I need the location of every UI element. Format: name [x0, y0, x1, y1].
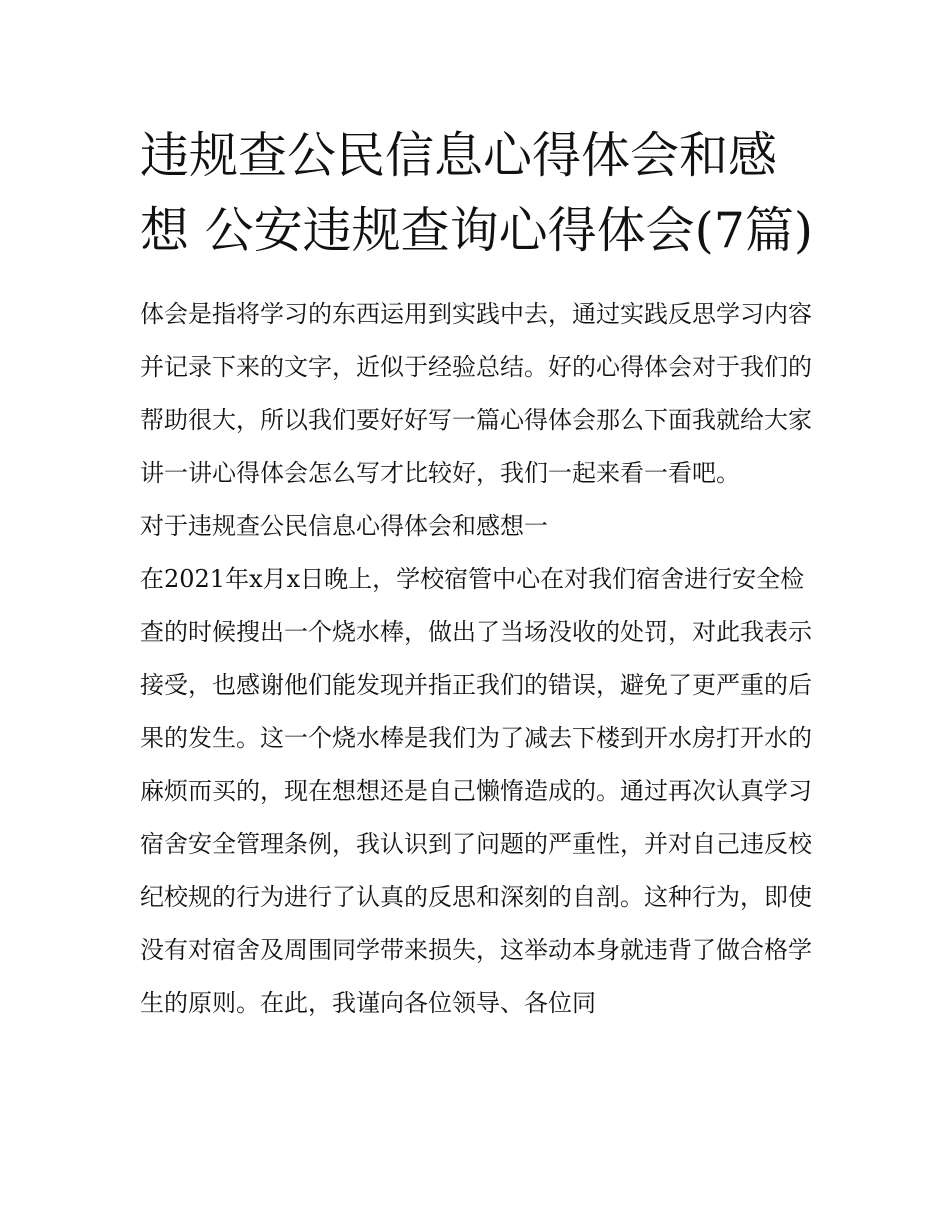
document-body — [140, 118, 820, 1030]
section-heading: 对于违规查公民信息心得体会和感想一 — [140, 512, 548, 540]
intro-paragraph: 体会是指将学习的东西运用到实践中去，通过实践反思学习内容并记录下来的文字，近似于经验总结。好的心得体会对于我们的帮助很大，所以我们要好好写一篇心得体会那么下面我就给大家讲一讲心得体会怎么写才比较好，我们一起来看一看吧。 — [140, 300, 812, 487]
document-title: 违规查公民信息心得体会和感想 公安违规查询心得体会(7篇) — [140, 127, 813, 259]
body-paragraph: 在2021年x月x日晚上，学校宿管中心在对我们宿舍进行安全检查的时候搜出一个烧水棒，做出了当场没收的处罚，对此我表示接受，也感谢他们能发现并指正我们的错误，避免了更严重的后果的发生。这一个烧水棒是我们为了减去下楼到开水房打开水的麻烦而买的，现在想想还是自己懒惰造成的。通过再次认真学习宿舍安全管理条例，我认识到了问题的严重性，并对自己违反校纪校规的行为进行了认真的反思和深刻的自剖。这种行为，即使没有对宿舍及周围同学带来损失，这举动本身就违背了做合格学生的原则。在此，我谨向各位领导、各位同 — [140, 565, 812, 1017]
